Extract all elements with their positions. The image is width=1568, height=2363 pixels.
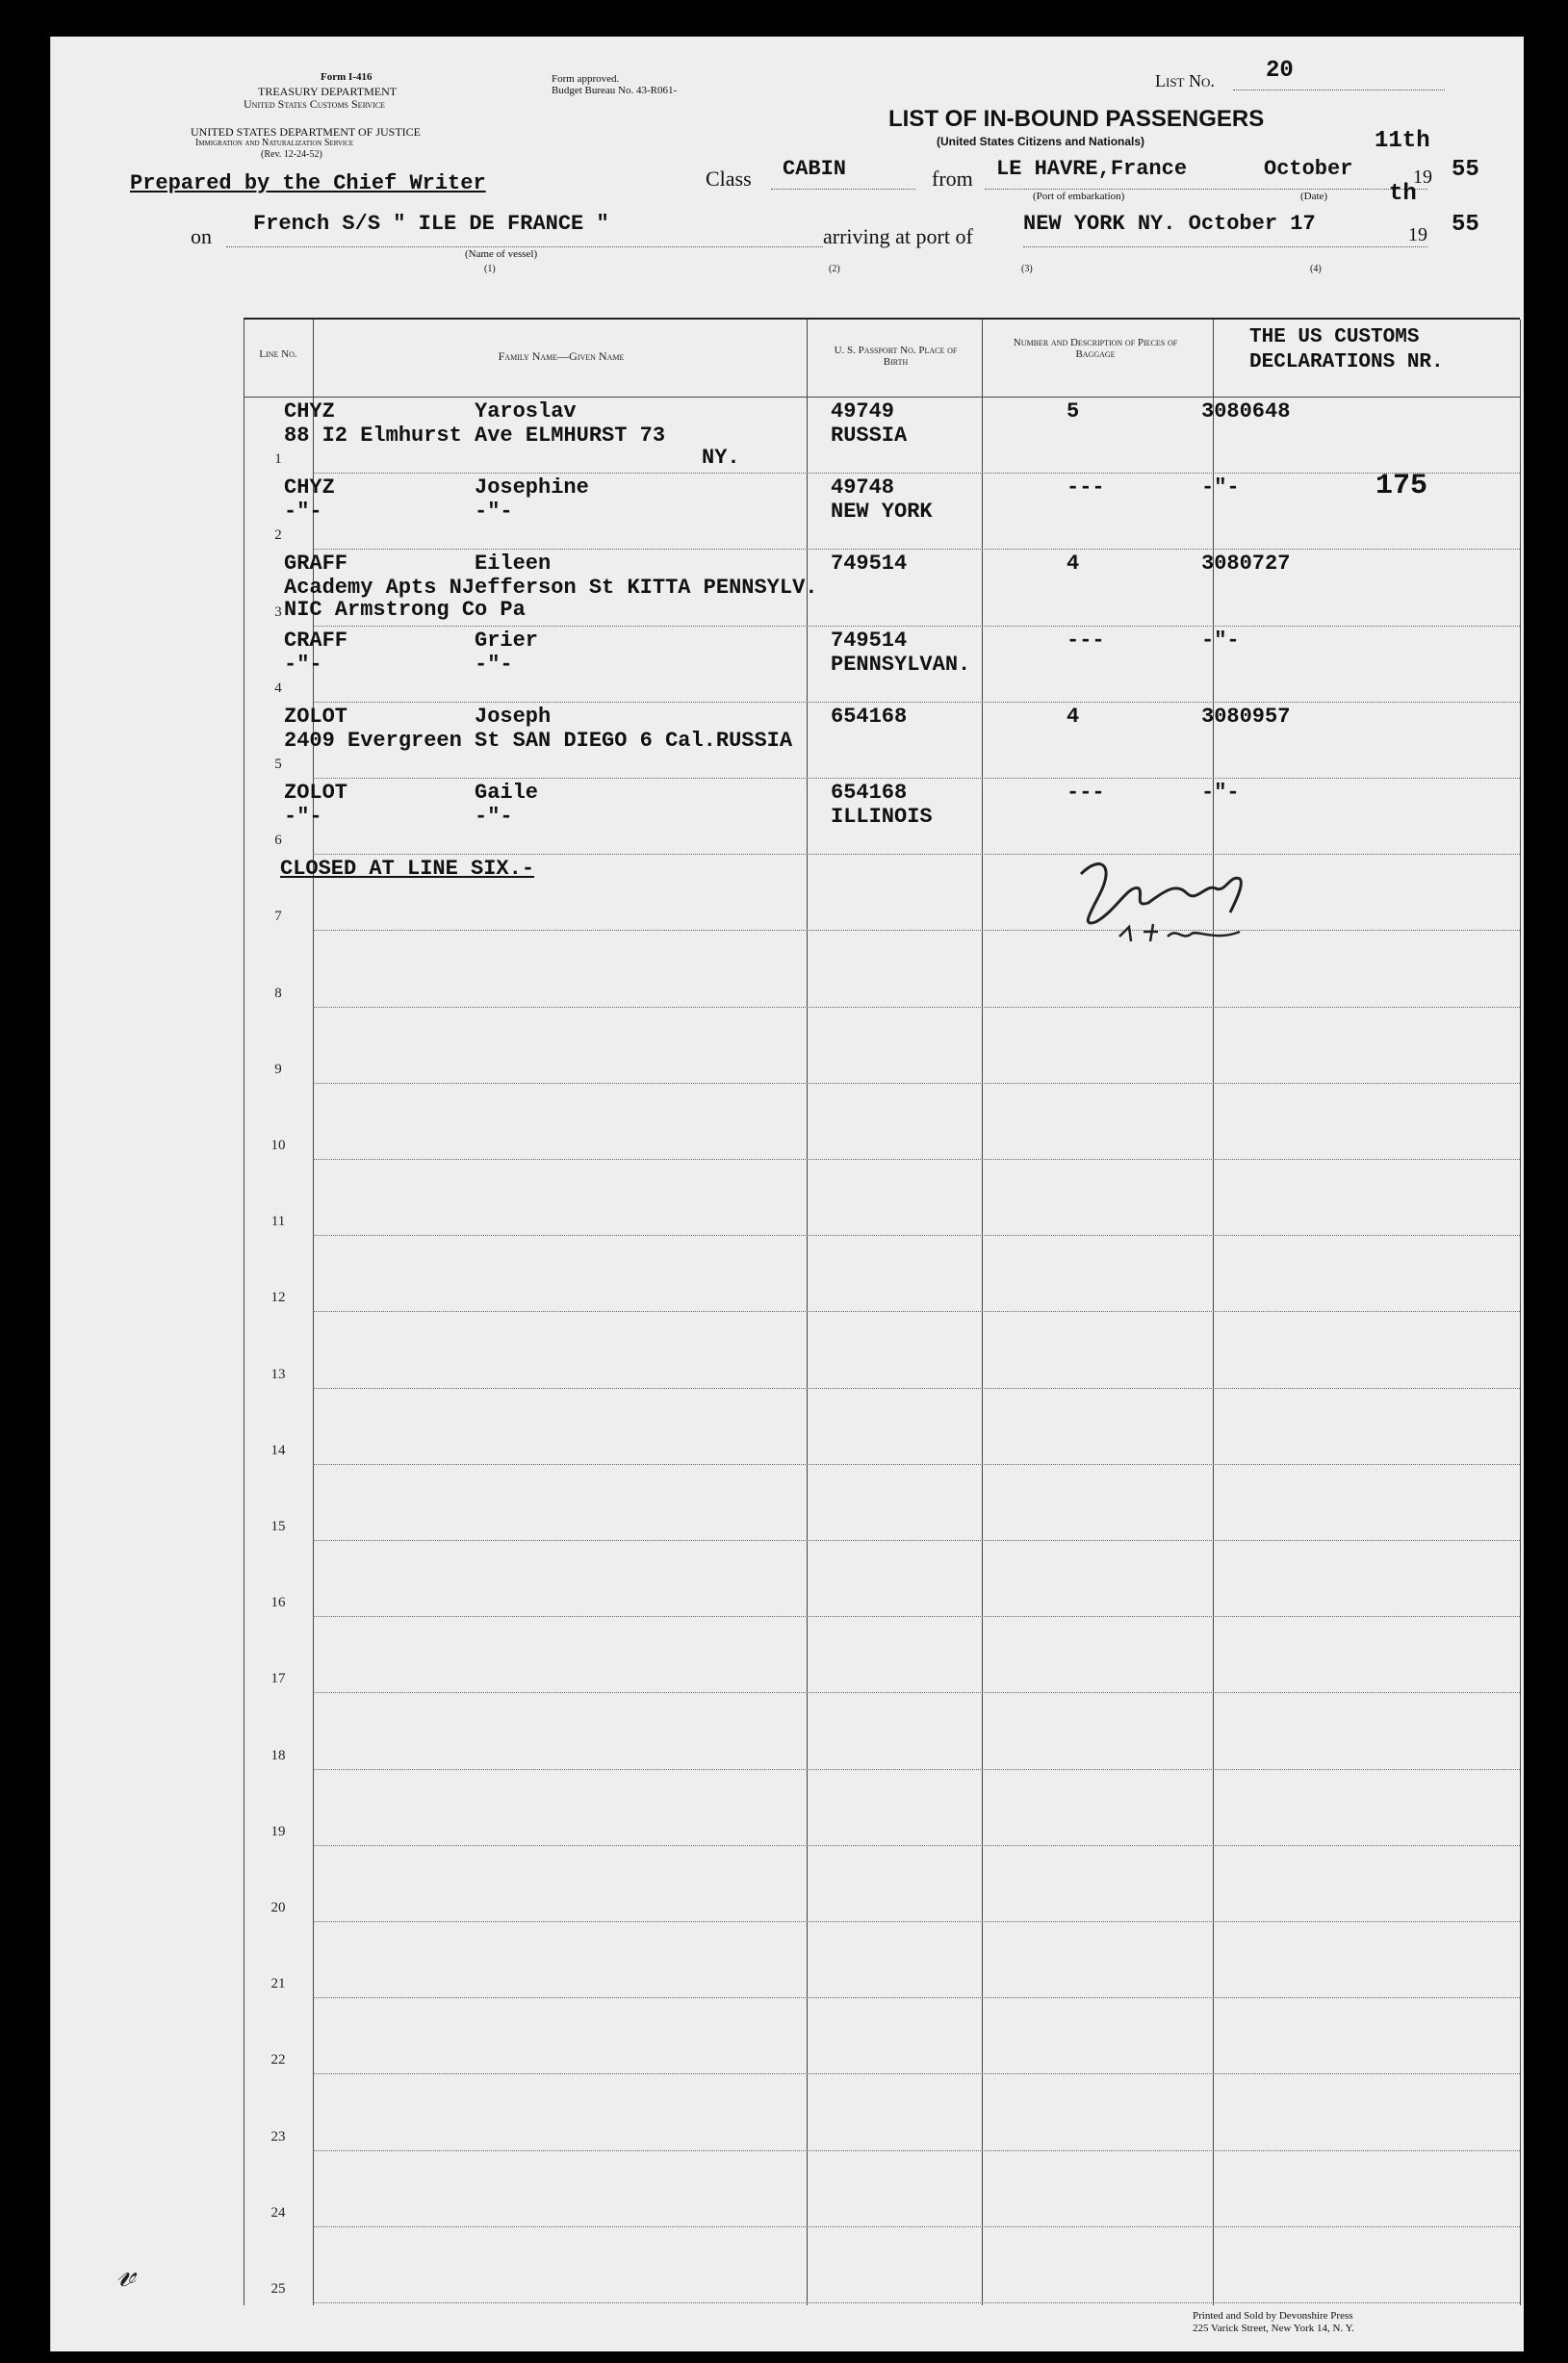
passport-number: 654168: [831, 781, 908, 805]
ditto-mark: -"-: [475, 805, 513, 829]
ditto-mark: -"-: [475, 500, 513, 525]
given-name: Josephine: [475, 475, 589, 501]
row-divider: [313, 1159, 1520, 1160]
arrival-day-suffix: th: [1389, 181, 1417, 207]
family-name: ZOLOT: [284, 704, 348, 729]
arrival-port: NEW YORK NY. October 17: [1023, 212, 1316, 236]
form-revision: (Rev. 12-24-52): [261, 149, 322, 160]
line-number: 21: [270, 1976, 286, 1992]
baggage-count: 4: [1067, 552, 1080, 577]
embark-year-prefix: 19: [1413, 167, 1432, 188]
baggage-count: ---: [1067, 628, 1105, 653]
place-of-birth: NEW YORK: [831, 500, 933, 525]
line-number: 18: [270, 1747, 286, 1763]
from-label: from: [932, 167, 973, 191]
embark-year: 55: [1452, 157, 1479, 183]
address-line: 2409 Evergreen St SAN DIEGO 6 Cal.RUSSIA: [284, 728, 793, 753]
line-number: 6: [274, 833, 282, 849]
line-number: 7: [274, 909, 282, 925]
officer-signature: [1062, 835, 1302, 961]
justice-dept: UNITED STATES DEPARTMENT OF JUSTICE: [191, 125, 422, 139]
line-number: 1: [274, 451, 282, 468]
embark-month: October: [1264, 157, 1353, 181]
row-divider: [313, 1540, 1520, 1541]
line-number: 4: [274, 680, 282, 696]
list-no-label: List No.: [1155, 71, 1215, 90]
baggage-count: ---: [1067, 781, 1105, 805]
embark-day: 11th: [1375, 128, 1430, 154]
row-divider: [313, 702, 1520, 703]
arrival-year-prefix: 19: [1408, 224, 1427, 245]
line-number: 16: [270, 1595, 286, 1611]
line-number: 12: [270, 1290, 286, 1306]
column-number-1: (1): [484, 264, 496, 274]
embark-caption: (Port of embarkation): [1033, 191, 1125, 202]
given-name: Grier: [475, 628, 539, 653]
row-divider: [313, 1464, 1520, 1465]
line-number: 11: [270, 1214, 286, 1230]
line-number: 14: [270, 1442, 286, 1458]
budget-bureau: Budget Bureau No. 43-R061-: [552, 85, 678, 96]
line-number: 13: [270, 1366, 286, 1382]
ditto-mark: -"-: [475, 652, 513, 677]
class-label: Class: [706, 167, 752, 191]
line-number: 23: [270, 2128, 286, 2145]
row-divider: [313, 1616, 1520, 1617]
printer-line-2: 225 Varick Street, New York 14, N. Y.: [1193, 2323, 1354, 2334]
row-divider: [313, 1921, 1520, 1922]
customs-declaration-number: -"-: [1201, 628, 1240, 653]
baggage-count: 5: [1067, 399, 1080, 424]
baggage-count: 4: [1067, 704, 1080, 729]
address-line: -"-: [284, 652, 322, 677]
column-number-4: (4): [1310, 264, 1322, 274]
row-divider: [313, 1997, 1520, 1998]
row-divider: [313, 1083, 1520, 1084]
family-name: GRAFF: [284, 552, 348, 577]
line-number: 17: [270, 1671, 286, 1687]
form-approved: Form approved.: [552, 73, 620, 85]
customs-service: United States Customs Service: [244, 97, 385, 111]
header-passport: U. S. Passport No. Place of Birth: [834, 345, 958, 368]
passenger-list-sheet: [50, 37, 1524, 2351]
line-number: 8: [274, 985, 282, 1001]
address-line: 88 I2 Elmhurst Ave ELMHURST 73: [284, 424, 666, 448]
row-divider: [313, 626, 1520, 627]
row-divider: [313, 1692, 1520, 1693]
line-number: 20: [270, 1900, 286, 1915]
row-divider: [313, 549, 1520, 550]
row-divider: [313, 930, 1520, 931]
customs-overprint-2: DECLARATIONS NR.: [1249, 351, 1444, 373]
column-number-2: (2): [829, 264, 840, 274]
printer-line-1: Printed and Sold by Devonshire Press: [1193, 2310, 1353, 2322]
vessel-caption: (Name of vessel): [465, 248, 538, 260]
treasury-dept: TREASURY DEPARTMENT: [258, 85, 398, 98]
row-divider: [313, 1769, 1520, 1770]
line-number: 22: [270, 2052, 286, 2068]
family-name: ZOLOT: [284, 781, 348, 805]
address-line-2: NY.: [702, 446, 740, 470]
row-divider: [313, 1311, 1520, 1312]
header-line-no: Line No.: [259, 348, 297, 360]
given-name: Yaroslav: [475, 399, 577, 424]
line-number: 19: [270, 1823, 286, 1839]
vessel-name: French S/S " ILE DE FRANCE ": [253, 212, 609, 236]
date-caption: (Date): [1300, 191, 1328, 202]
customs-declaration-number: 3080648: [1201, 399, 1291, 424]
customs-declaration-number: -"-: [1201, 475, 1240, 501]
row-divider: [313, 2226, 1520, 2227]
arrival-year: 55: [1452, 212, 1479, 238]
baggage-count: ---: [1067, 475, 1105, 501]
passport-number: 654168: [831, 704, 908, 729]
customs-declaration-number: -"-: [1201, 781, 1240, 805]
passport-number: 749514: [831, 552, 908, 577]
row-divider: [313, 1845, 1520, 1846]
customs-declaration-number: 3080727: [1201, 552, 1291, 577]
passport-number: 749514: [831, 628, 908, 653]
place-of-birth: ILLINOIS: [831, 805, 933, 829]
column-number-3: (3): [1021, 264, 1033, 274]
prepared-by: Prepared by the Chief Writer: [130, 171, 486, 195]
address-line: -"-: [284, 500, 322, 525]
class-value: CABIN: [783, 157, 847, 181]
row-divider: [313, 778, 1520, 779]
line-number: 10: [270, 1138, 286, 1153]
on-label: on: [191, 224, 212, 248]
form-subtitle: (United States Citizens and Nationals): [937, 135, 1145, 148]
given-name: Eileen: [475, 552, 552, 577]
header-name: Family Name—Given Name: [498, 349, 625, 363]
line-number: 24: [270, 2204, 286, 2221]
line-number: 9: [274, 1061, 282, 1077]
line-number: 2: [274, 527, 282, 544]
form-title: LIST OF IN-BOUND PASSENGERS: [888, 106, 1265, 132]
passport-number: 49748: [831, 475, 895, 501]
row-divider: [313, 854, 1520, 855]
arriving-label: arriving at port of: [823, 224, 973, 248]
family-name: CHYZ: [284, 399, 335, 424]
side-number: 175: [1375, 470, 1428, 502]
list-no-value: 20: [1266, 58, 1294, 84]
address-line: -"-: [284, 805, 322, 829]
row-divider: [313, 1388, 1520, 1389]
row-divider: [313, 2302, 1520, 2303]
customs-declaration-number: 3080957: [1201, 704, 1291, 729]
row-divider: [313, 2073, 1520, 2074]
row-divider: [313, 1007, 1520, 1008]
line-number: 25: [270, 2281, 286, 2297]
line-number: 3: [274, 604, 282, 620]
address-line-2: NIC Armstrong Co Pa: [284, 598, 526, 623]
given-name: Joseph: [475, 704, 552, 729]
given-name: Gaile: [475, 781, 539, 805]
customs-overprint-1: THE US CUSTOMS: [1249, 326, 1420, 348]
address-line: Academy Apts NJefferson St KITTA PENNSYLV.: [284, 576, 818, 601]
port-of-embarkation: LE HAVRE,France: [996, 157, 1188, 181]
header-baggage: Number and Description of Pieces of Baggage: [1013, 337, 1178, 360]
form-number: Form I-416: [321, 71, 373, 83]
row-divider: [313, 2150, 1520, 2151]
place-of-birth: PENNSYLVAN.: [831, 652, 971, 677]
family-name: CHYZ: [284, 475, 335, 501]
ins-service: Immigration and Naturalization Service: [195, 138, 354, 148]
line-number: 5: [274, 757, 282, 772]
line-number: 15: [270, 1519, 286, 1534]
closing-note: CLOSED AT LINE SIX.-: [280, 857, 535, 881]
margin-handwriting: 𝓋: [116, 2251, 136, 2295]
row-divider: [313, 473, 1520, 474]
family-name: CRAFF: [284, 628, 348, 653]
row-divider: [313, 1235, 1520, 1236]
place-of-birth: RUSSIA: [831, 424, 908, 448]
passport-number: 49749: [831, 399, 895, 424]
